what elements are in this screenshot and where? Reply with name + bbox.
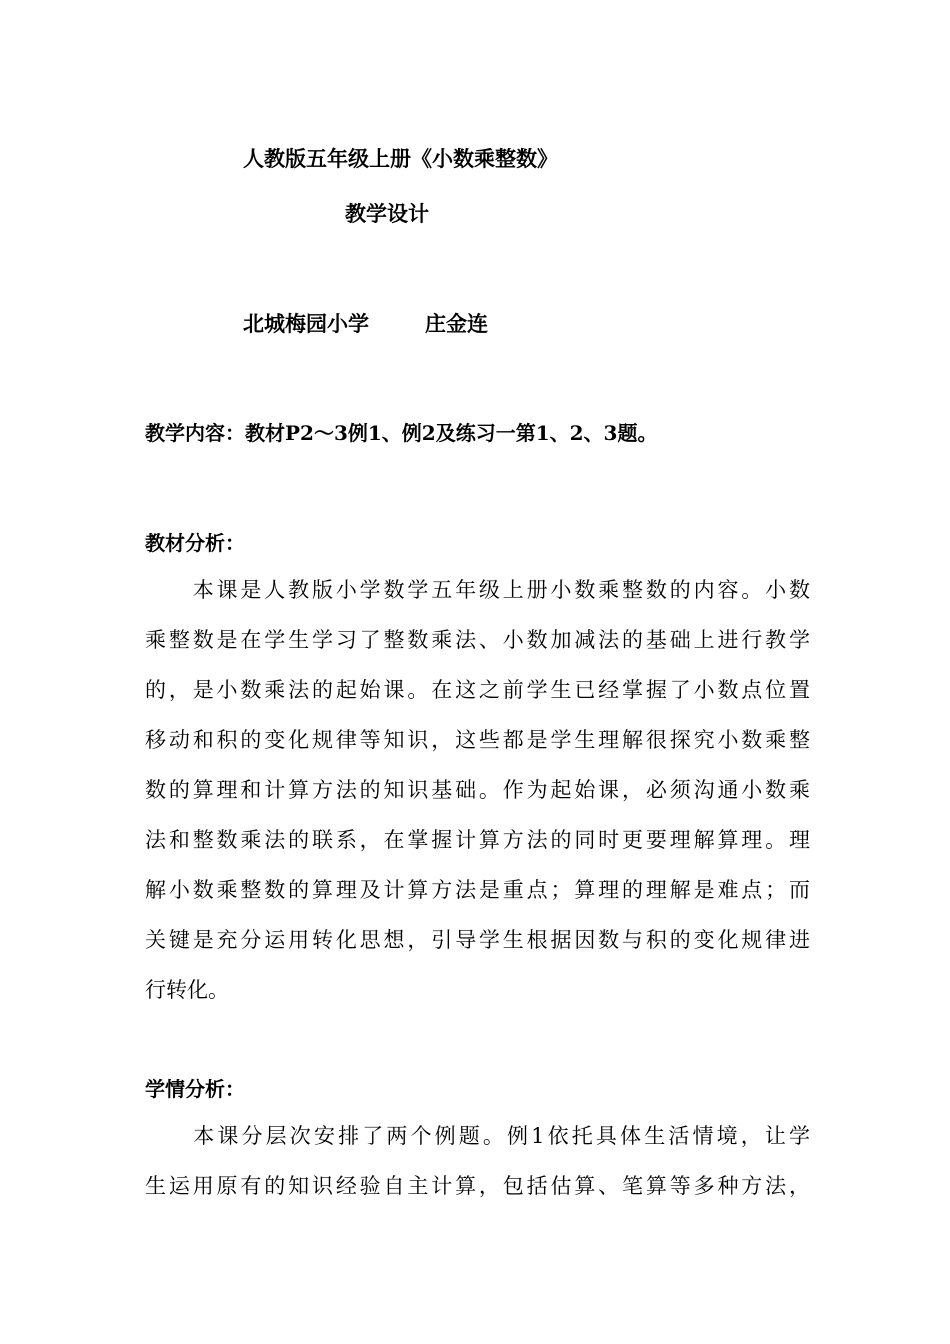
document-subtitle: 教学设计 <box>345 201 429 226</box>
paragraph-line: 关键是充分运用转化思想，引导学生根据因数与积的变化规律进 <box>145 928 810 952</box>
paragraph-line: 的，是小数乘法的起始课。在这之前学生已经掌握了小数点位置 <box>145 678 810 702</box>
textbook-analysis-paragraph <box>145 565 810 1015</box>
student-analysis-heading: 学情分析： <box>145 1077 245 1101</box>
paragraph-line: 乘整数是在学生学习了整数乘法、小数加减法的基础上进行教学 <box>145 628 810 652</box>
textbook-analysis-heading: 教材分析： <box>145 531 245 555</box>
paragraph-line: 本课是人教版小学数学五年级上册小数乘整数的内容。小数 <box>145 578 810 602</box>
paragraph-line: 法和整数乘法的联系，在掌握计算方法的同时更要理解算理。理 <box>145 828 810 852</box>
author-name: 庄金连 <box>425 311 488 336</box>
paragraph-line: 数的算理和计算方法的知识基础。作为起始课，必须沟通小数乘 <box>145 778 810 802</box>
paragraph-line: 解小数乘整数的算理及计算方法是重点；算理的理解是难点；而 <box>145 878 810 902</box>
paragraph-line: 本课分层次安排了两个例题。例1依托具体生活情境，让学 <box>145 1124 810 1148</box>
author-line <box>243 308 488 338</box>
school-name: 北城梅园小学 <box>243 311 369 336</box>
paragraph-line: 生运用原有的知识经验自主计算，包括估算、笔算等多种方法， <box>145 1174 810 1198</box>
teaching-content-heading: 教学内容：教材P2～3例1、例2及练习一第1、2、3题。 <box>145 421 658 445</box>
student-analysis-paragraph <box>145 1111 810 1211</box>
paragraph-line: 移动和积的变化规律等知识，这些都是学生理解很探究小数乘整 <box>145 728 810 752</box>
document-title: 人教版五年级上册《小数乘整数》 <box>243 146 558 171</box>
paragraph-line: 行转化。 <box>145 978 229 1002</box>
